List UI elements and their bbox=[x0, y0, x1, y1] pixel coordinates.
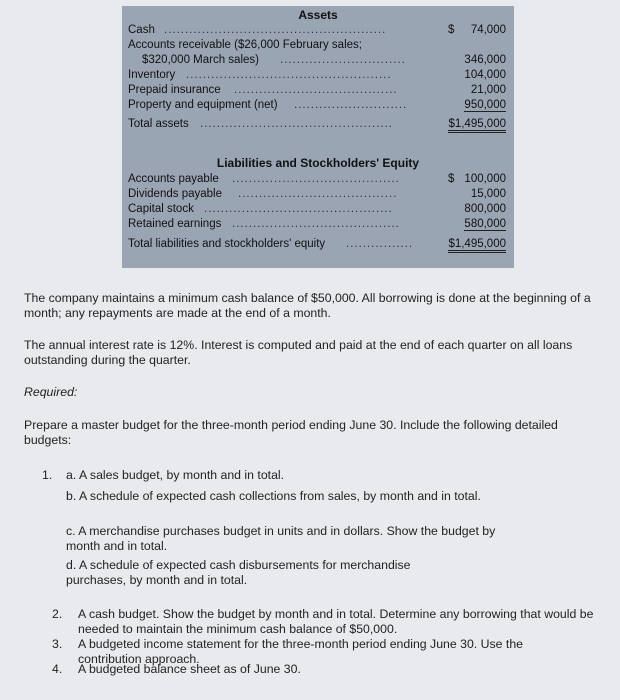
paragraph-interest: The annual interest rate is 12%. Interest is computed and paid at the end of each quarter on all loans outstanding during the quarter. bbox=[24, 338, 573, 367]
total-le-amount: $1,495,000 bbox=[448, 238, 506, 253]
retained-earnings-label: Retained earnings bbox=[128, 218, 222, 230]
dividends-label: Dividends payable bbox=[128, 188, 222, 200]
assets-heading: Assets bbox=[298, 8, 338, 22]
liabilities-heading: Liabilities and Stockholders' Equity bbox=[216, 156, 420, 170]
ppe-row bbox=[128, 99, 508, 114]
paragraph-instructions: Prepare a master budget for the three-month period ending June 30. Include the following detailed budgets: bbox=[24, 418, 558, 447]
leader-dots: ................................................. bbox=[186, 69, 392, 81]
capital-stock-label: Capital stock bbox=[128, 203, 194, 215]
ppe-label: Property and equipment (net) bbox=[128, 99, 278, 111]
dividends-amount: 15,000 bbox=[470, 188, 506, 200]
list-number-2: 2. bbox=[52, 607, 63, 621]
total-le-label: Total liabilities and stockholders' equity bbox=[128, 238, 326, 250]
list-item-c: c. A merchandise purchases budget in units and in dollars. Show the budget by month and in total. bbox=[66, 524, 496, 553]
ar-label-2: $320,000 March sales) bbox=[142, 54, 259, 66]
paragraph-cash-policy: The company maintains a minimum cash balance of $50,000. All borrowing is done at the beginning of a month; any repayments are made at the end of a month. bbox=[24, 291, 591, 320]
ar-amount: 346,000 bbox=[464, 54, 506, 66]
total-assets-amount: $1,495,000 bbox=[448, 118, 506, 133]
leader-dots: ............................................. bbox=[204, 203, 393, 215]
cash-amount: 74,000 bbox=[470, 24, 506, 36]
leader-dots: ........................... bbox=[294, 99, 408, 111]
ap-amount: 100,000 bbox=[464, 173, 506, 185]
total-assets-row bbox=[128, 118, 508, 136]
inventory-label: Inventory bbox=[128, 69, 176, 81]
list-item-b: b. A schedule of expected cash collections from sales, by month and in total. bbox=[66, 489, 481, 503]
retained-earnings-amount: 580,000 bbox=[464, 218, 506, 230]
capital-stock-amount: 800,000 bbox=[464, 203, 506, 215]
leader-dots: ....................................... bbox=[234, 84, 398, 96]
prepaid-amount: 21,000 bbox=[470, 84, 506, 96]
list-item-a: a. A sales budget, by month and in total. bbox=[66, 468, 285, 482]
list-item-d: d. A schedule of expected cash disbursements for merchandise purchases, by month and in total. bbox=[66, 558, 411, 587]
list-item-3: A budgeted income statement for the three-month period ending June 30. Use the contribution approach. bbox=[78, 637, 524, 666]
leader-dots: ...................................... bbox=[238, 188, 398, 200]
required-heading: Required: bbox=[24, 385, 78, 399]
dollar-sign: $ bbox=[448, 173, 455, 185]
capital-stock-row bbox=[128, 203, 508, 218]
inventory-amount: 104,000 bbox=[464, 69, 506, 81]
prepaid-label: Prepaid insurance bbox=[128, 84, 221, 96]
balance-sheet-panel bbox=[122, 6, 514, 268]
list-number-3: 3. bbox=[52, 637, 63, 651]
dollar-sign: $ bbox=[448, 24, 455, 36]
ap-label: Accounts payable bbox=[128, 173, 219, 185]
leader-dots: ................ bbox=[346, 238, 414, 250]
list-item-2: A cash budget. Show the budget by month and in total. Determine any borrowing that would be needed to maintain the minimum cash balance of $50,000. bbox=[78, 607, 594, 636]
cash-row bbox=[128, 24, 508, 39]
leader-dots: ........................................ bbox=[232, 218, 400, 230]
leader-dots: .............................................. bbox=[200, 118, 393, 130]
total-assets-label: Total assets bbox=[128, 118, 189, 130]
inventory-row bbox=[128, 69, 508, 84]
ar-label-1: Accounts receivable ($26,000 February sales; bbox=[128, 39, 362, 51]
leader-dots: .............................. bbox=[280, 54, 406, 66]
leader-dots: ........................................ bbox=[232, 173, 400, 185]
prepaid-row bbox=[128, 84, 508, 99]
dividends-row bbox=[128, 188, 508, 203]
list-number-4: 4. bbox=[52, 662, 63, 676]
ar-row-2 bbox=[128, 54, 508, 69]
list-number-1: 1. bbox=[42, 468, 53, 482]
ap-row bbox=[128, 173, 508, 188]
cash-label: Cash bbox=[128, 24, 155, 36]
list-item-4: A budgeted balance sheet as of June 30. bbox=[78, 662, 301, 676]
ppe-amount: 950,000 bbox=[464, 99, 506, 111]
ar-row-1 bbox=[128, 39, 508, 54]
leader-dots: ..................................................... bbox=[164, 24, 387, 36]
retained-earnings-row bbox=[128, 218, 508, 233]
total-le-row bbox=[128, 238, 508, 256]
